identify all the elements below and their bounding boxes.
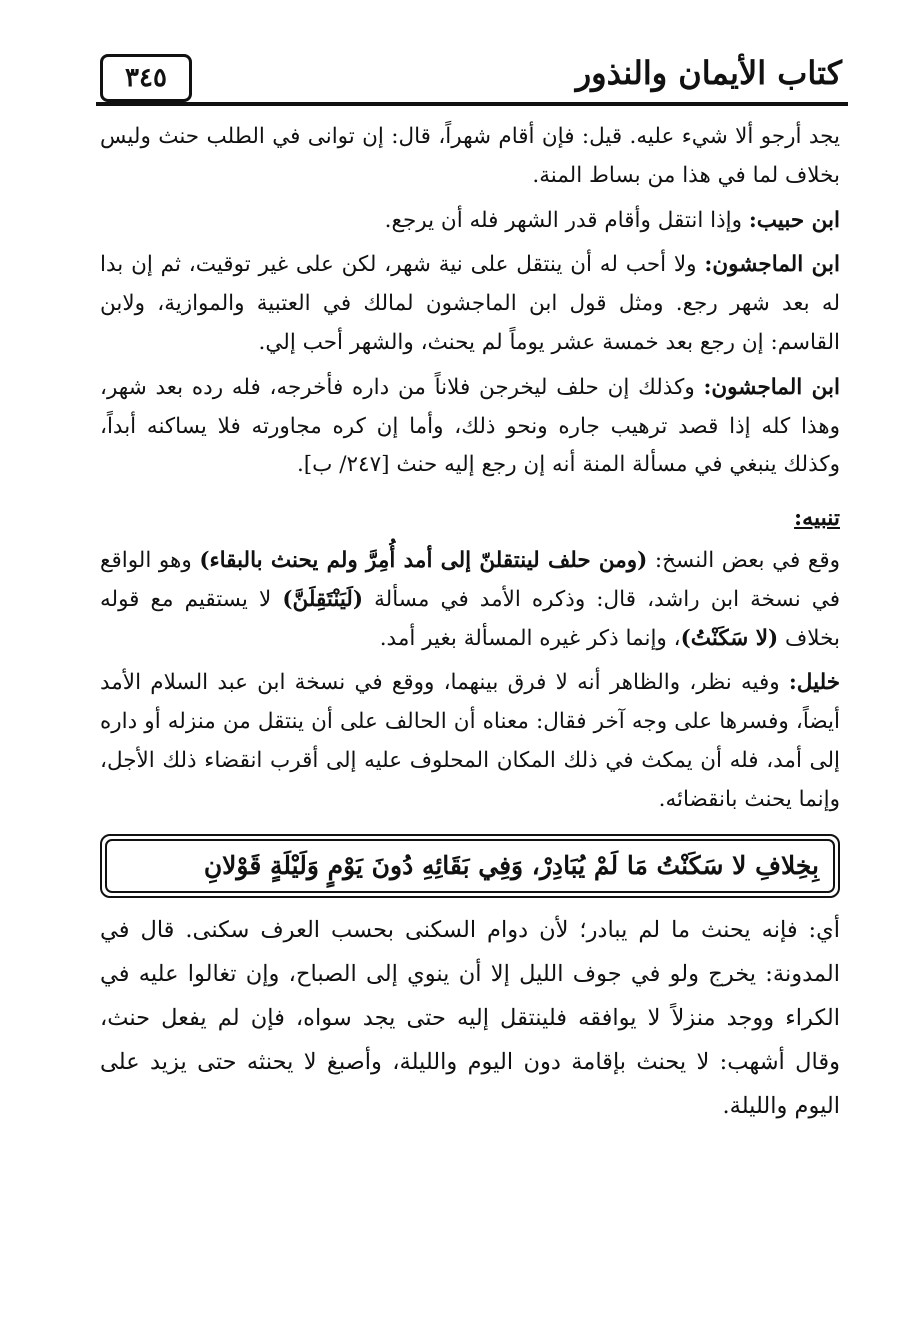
header-rule (96, 102, 848, 106)
body-text (100, 118, 840, 1134)
matn-text: بِخِلافِ لا سَكَنْتُ مَا لَمْ يُبَادِرْ، وَفِي بَقَائِهِ دُونَ يَوْمٍ وَلَيْلَةٍ قَوْلانِ (105, 839, 835, 893)
speaker-label: ابن الماجشون: (704, 252, 840, 278)
paragraph-text: أي: فإنه يحنث ما لم يبادر؛ لأن دوام السكنى بحسب العرف سكنى. قال في المدونة: يخرج ولو في جوف الليل إلا أن ينوي إلى الصباح، وإن تغالوا عليه في الكراء ووجد منزلاً لا يوافقه فلينتقل إليه حتى يجد سواه، فإن لم يفعل حنث، وقال أشهب: لا يحنث بإقامة دون اليوم والليلة، وأصبغ لا يحنثه حتى يزيد على اليوم والليلة. (100, 916, 840, 1119)
page-number: ٣٤٥ (100, 54, 192, 102)
text-run: وقع في بعض النسخ: (647, 547, 840, 573)
paragraph (100, 202, 840, 241)
paragraph-text: ولا أحب له أن ينتقل على نية شهر، لكن على غير توقيت، ثم إن بدا له بعد شهر رجع. ومثل قول ابن الماجشون لمالك في العتبية والموازية، ولابن القاسم: إن رجع بعد خمسة عشر يوماً لم يحنث، والشهر أحب إلي. (100, 252, 840, 355)
text-run: وهو الواقع في نسخة ابن راشد، قال: وذكره الأمد في مسألة (100, 547, 840, 612)
speaker-label: خليل: (788, 670, 840, 696)
paragraph (100, 369, 840, 485)
paragraph-text: وكذلك إن حلف ليخرجن فلاناً من داره فأخرجه، فله رده بعد شهر، وهذا كله إذا قصد ترهيب جاره ونحو ذلك، وأما إن كره مجاورته فلا يساكنه أبداً، وكذلك ينبغي في مسألة المنة أنه إن رجع إليه حنث [٢٤٧/ ب]. (100, 374, 840, 478)
paragraph-text: وإذا انتقل وأقام قدر الشهر فله أن يرجع. (384, 207, 749, 233)
quoted-word: (لَيَنْتَقِلَنَّ) (282, 586, 364, 612)
page-header (96, 48, 848, 108)
khalil-paragraph (100, 664, 840, 819)
paragraph-text: وفيه نظر، والظاهر أنه لا فرق بينهما، ووقع في نسخة ابن عبد السلام الأمد أيضاً، وفسرها على وجه آخر فقال: معناه أن الحالف على أن ينتقل من منزله أو داره إلى أمد، فله أن يمكث في ذلك المكان المحلوف عليه إلى أقرب انقضاء ذلك الأجل، وإنما يحنث بانقضائه. (100, 670, 840, 812)
paragraph-text: يجد أرجو ألا شيء عليه. قيل: فإن أقام شهراً، قال: إن توانى في الطلب حنث وليس بخلاف لما في هذا من بساط المنة. (100, 124, 840, 188)
quoted-text: (ومن حلف لينتقلنّ إلى أمد أُمِرَّ ولم يحنث بالبقاء) (199, 547, 648, 573)
speaker-label: ابن حبيب: (748, 207, 840, 233)
running-title: كتاب الأيمان والنذور (575, 54, 842, 92)
tanbih-paragraph (100, 542, 840, 658)
matn-frame (100, 834, 840, 898)
text-run: لا يستقيم مع قوله بخلاف (100, 586, 840, 651)
paragraph (100, 118, 840, 196)
paragraph (100, 246, 840, 362)
commentary-paragraph (100, 908, 840, 1128)
tanbih-heading: تنبيه: (794, 505, 840, 532)
text-run: ، وإنما ذكر غيره المسألة بغير أمد. (379, 625, 681, 651)
speaker-label: ابن الماجشون: (703, 374, 840, 400)
quoted-word: (لا سَكَنْتُ) (680, 625, 779, 651)
